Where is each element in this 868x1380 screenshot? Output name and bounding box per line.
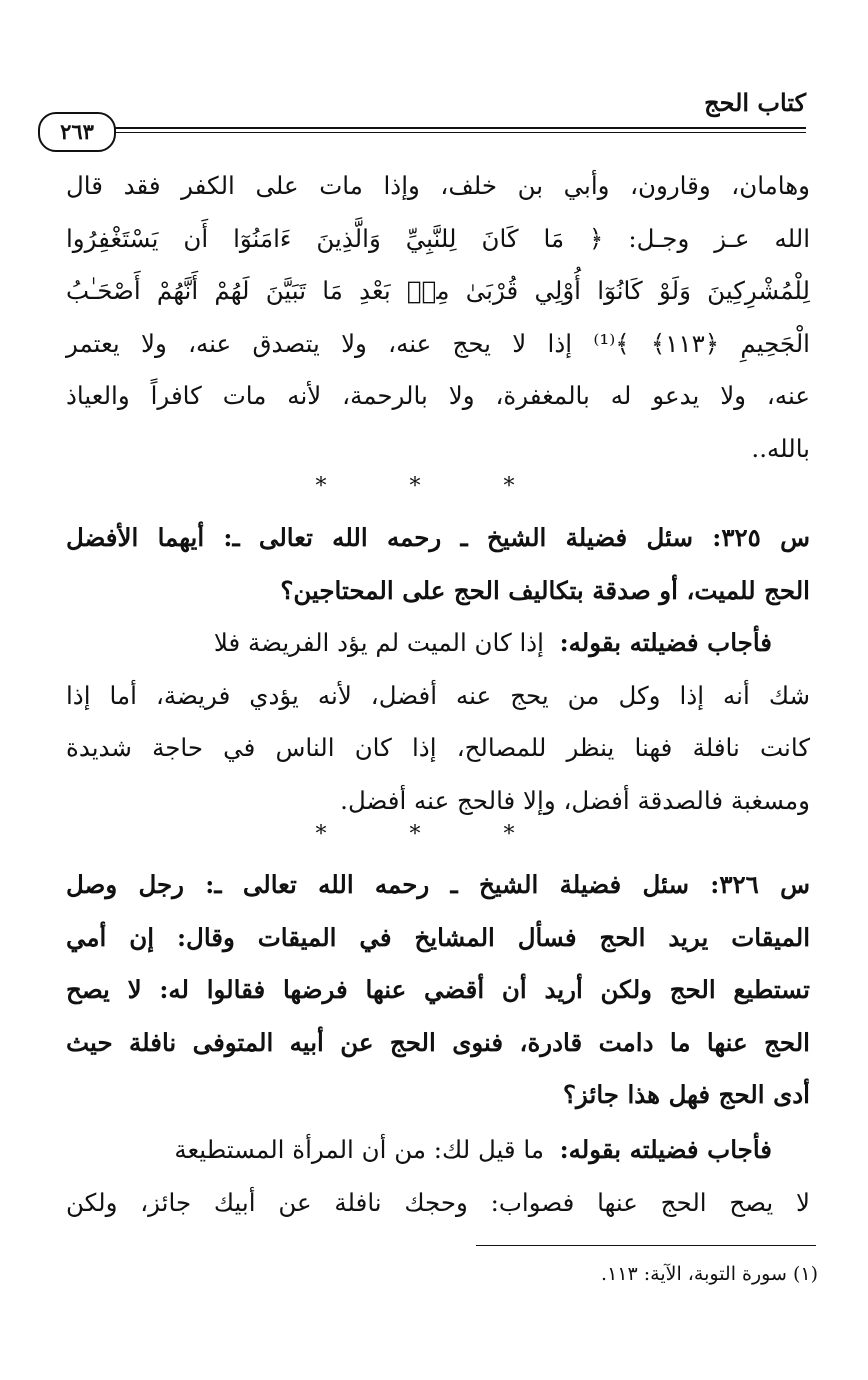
question-line: الحج للميت، أو صدقة بتكاليف الحج على المحتاجين؟: [280, 575, 810, 605]
quran-verse-line: الله عـز وجـل: ﴿ مَا كَانَ لِلنَّبِيِّ وَالَّذِينَ ءَامَنُوٓا أَن يَسْتَغْفِرُوا: [66, 223, 810, 253]
answer-lead: فأجاب فضيلته بقوله:: [559, 1135, 772, 1164]
question-325: [66, 512, 810, 617]
question-line: س ٣٢٥: سئل فضيلة الشيخ ـ رحمه الله تعالى ـ: أيهما الأفضل: [66, 523, 810, 552]
answer-325: [66, 617, 810, 827]
header-rule-thin: [108, 132, 806, 133]
text-line: بالله..: [751, 433, 810, 463]
answer-lead: فأجاب فضيلته بقوله:: [559, 628, 772, 657]
running-title: كتاب الحج: [704, 88, 806, 117]
answer-326: [66, 1124, 810, 1229]
text-line: عنه، ولا يدعو له بالمغفرة، ولا بالرحمة، لأنه مات كافراً والعياذ: [66, 381, 810, 410]
question-326: [66, 859, 810, 1122]
text-line: لا يصح الحج عنها فصواب: وحجك نافلة عن أبيك جائز، ولكن: [66, 1187, 810, 1217]
answer-text: إذا كان الميت لم يؤد الفريضة فلا: [213, 628, 544, 657]
text-line: ومسغبة فالصدقة أفضل، وإلا فالحج عنه أفضل.: [340, 785, 810, 815]
page-number: ٢٦٣: [38, 112, 116, 152]
section-separator: * * *: [315, 822, 553, 847]
answer-first-line: [66, 1124, 810, 1177]
footnote: (١) سورة التوبة، الآية: ١١٣.: [601, 1263, 818, 1285]
text-line: كانت نافلة فهنا ينظر للمصالح، إذا كان الناس في حاجة شديدة: [66, 733, 810, 762]
answer-text: ما قيل لك: من أن المرأة المستطيعة: [174, 1135, 544, 1164]
text-line: الْجَحِيمِ ﴿١١٣﴾ ﴾⁽¹⁾ إذا لا يحج عنه، ولا يتصدق عنه، ولا يعتمر: [66, 328, 810, 358]
quran-verse-line: لِلْمُشْرِكِينَ وَلَوْ كَانُوٓا أُوْلِي قُرْبَىٰ مِنۢ بَعْدِ مَا تَبَيَّنَ لَهُمْ أَنَّهُمْ أَصْحَـٰبُ: [66, 276, 810, 305]
footnote-rule: [476, 1245, 816, 1246]
text-line: وهامان، وقارون، وأبي بن خلف، وإذا مات على الكفر فقد قال: [66, 171, 810, 200]
text-line: شك أنه إذا وكل من يحج عنه أفضل، لأنه يؤدي فريضة، أما إذا: [66, 680, 810, 710]
header-rule: [108, 127, 806, 129]
question-line: أدى الحج فهل هذا جائز؟: [562, 1080, 810, 1109]
question-line: الحج عنها ما دامت قادرة، فنوى الحج عن أبيه المتوفى نافلة حيث: [66, 1027, 810, 1057]
section-separator: * * *: [315, 474, 553, 499]
question-line: س ٣٢٦: سئل فضيلة الشيخ ـ رحمه الله تعالى ـ: رجل وصل: [66, 870, 810, 899]
question-line: تستطيع الحج ولكن أريد أن أقضي عنها فرضها فقالوا له: لا يصح: [66, 975, 810, 1004]
paragraph-continuation: [66, 160, 810, 475]
question-line: الميقات يريد الحج فسأل المشايخ في الميقات وقال: إن أمي: [66, 922, 810, 952]
answer-first-line: [66, 617, 810, 670]
